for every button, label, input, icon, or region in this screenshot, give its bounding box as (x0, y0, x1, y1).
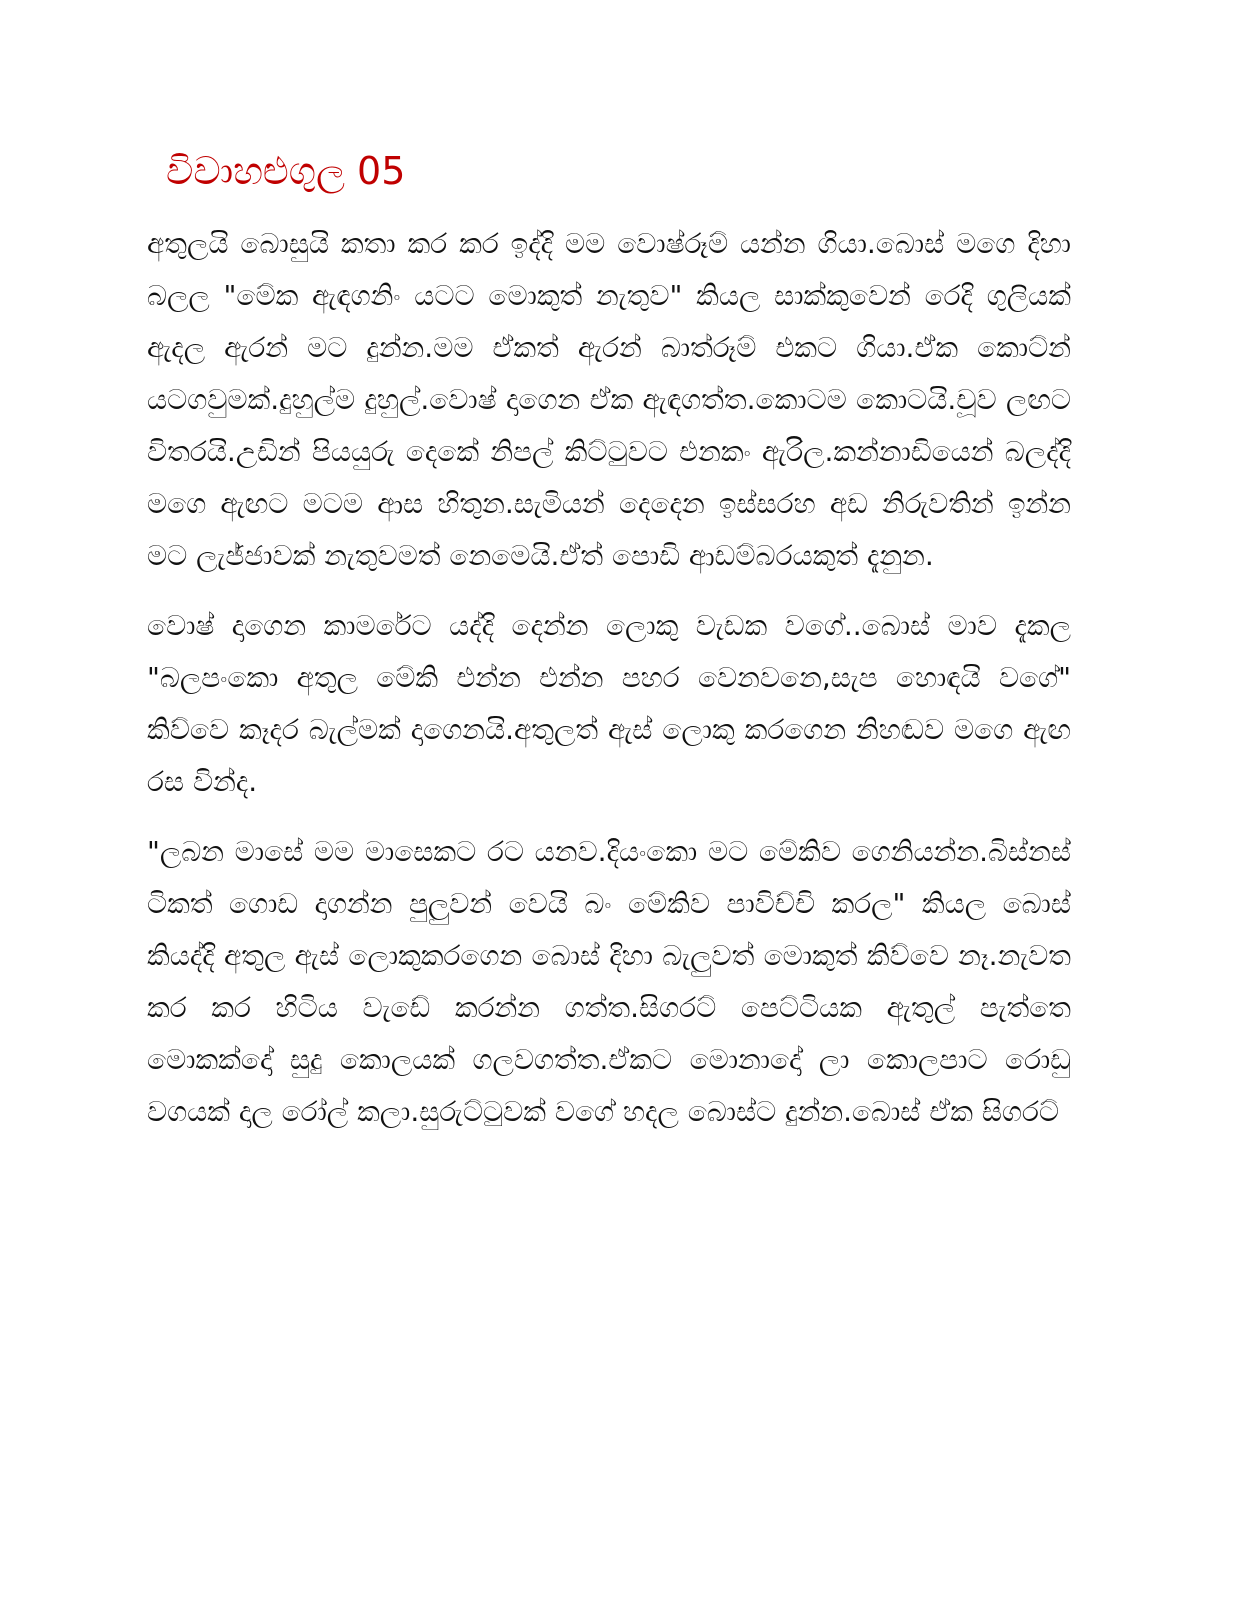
paragraph-2: වොෂ් දාගෙන කාමරේට යද්දි දෙන්න ලොකු වැඩක වගේ..බොස් මාව දැකල "බලපංකො අතුල මේකි එන්න එන්න පහර වෙනවනෙ,සැප හොඳයි වගේ" කිව්වෙ කෑදර බැල්මක් දාගෙනයි.අතුලත් ඇස් ලොකු කරගෙන නිහඬව මගෙ ඇඟ රස වින්ද. (147, 609, 1071, 798)
page-title: විවාහළුගුල 05 (166, 149, 406, 193)
paragraph-3: "ලබන මාසේ මම මාසෙකට රට යනව.දියංකො මට මේකිව ගෙනියන්න.බිස්නස් ටිකත් ගොඩ දාගන්න පුලුවන් වෙයි බං මේකිව පාවිච්චි කරල" කියල බොස් කියද්දි අතුල ඇස් ලොකුකරගෙන බොස් දිහා බැලුවත් මොකුත් කිව්වෙ නෑ.නැවත කර කර හිටිය වැඩේ කරන්න ගත්ත.සිගරට් පෙට්ටියක ඇතුල් පැත්තෙ මොකක්දෝ සුදු කොලයක් ගලවගත්ත.ඒකට මොනාදෝ ලා කොලපාට රොඩු වගයක් දාල රෝල් කලා.සුරුට්ටුවක් වගේ හදල බොස්ට දුන්න.බොස් ඒක සිගරට් (147, 835, 1072, 1128)
paragraph-1: අතුලයි බොසුයි කතා කර කර ඉද්දි මම වොෂ්රූම් යන්න ගියා.බොස් මගෙ දිහා බලල "මේක ඇඳගනිං යටට මොකුත් නැතුව" කියල සාක්කුවෙන් රෙදි ගුලියක් ඇදල ඇරන් මට දුන්න.මම ඒකත් ඇරන් බාත්රූම් එකට ගියා.ඒක කොට්න් යටගවුමක්.දුහුල්ම දුහුල්.වොෂ් දාගෙන ඒක ඇඳගත්ත.කොටම කොටයි.චූව ලඟට විතරයි.උඩින් පියයුරු දෙකේ නිපල් කිට්ටුවට එනකං ඇරිල.කන්නාඩියෙන් බලද්දි මගෙ ඇඟට මටම ආස හිතුන.සැමියන් දෙදෙන ඉස්සරහ අඩ නිරුවතින් ඉන්න මට ලැජ්ජාවක් නැතුවමත් නෙමෙයි.ඒත් පොඩි ආඩම්බරයකුත් දැනුන. (147, 227, 1071, 572)
body-text (147, 218, 1071, 1156)
